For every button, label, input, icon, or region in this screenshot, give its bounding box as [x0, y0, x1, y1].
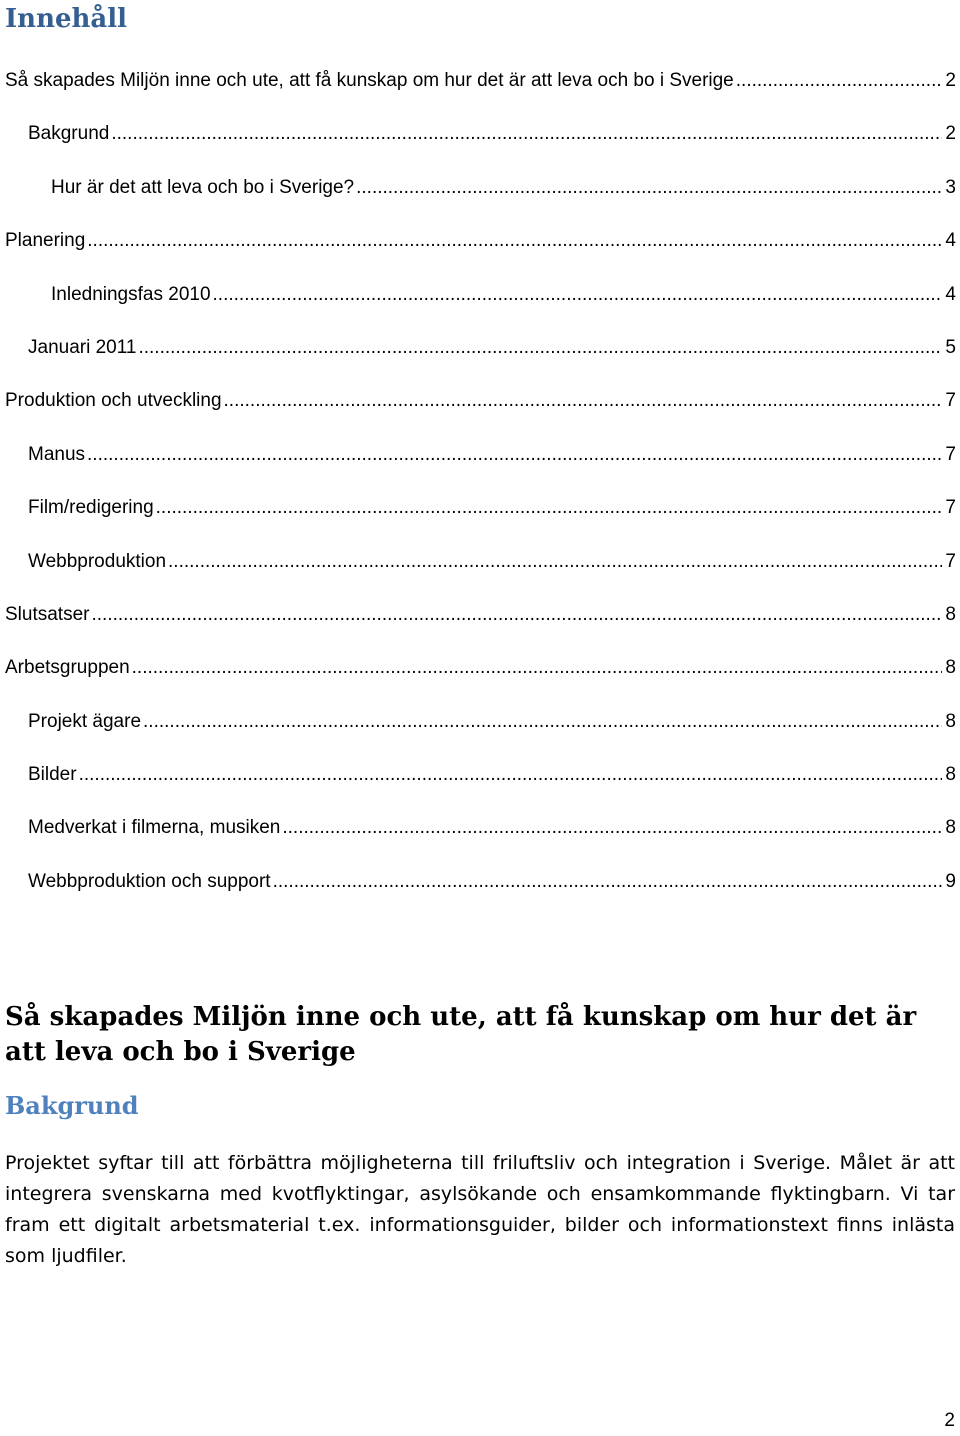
toc-dot-leader — [273, 855, 942, 908]
toc-entry-title: Webbproduktion — [28, 550, 167, 572]
toc-entry-page: 8 — [945, 603, 956, 625]
toc-heading: Innehåll — [5, 4, 128, 34]
toc-entry-page: 3 — [945, 176, 956, 198]
toc-entry-title: Produktion och utveckling — [5, 390, 222, 412]
toc-dot-leader — [224, 374, 942, 427]
toc-entry-page: 2 — [945, 123, 956, 145]
toc-entry-title: Slutsatser — [5, 603, 90, 625]
toc-dot-leader — [356, 161, 942, 214]
toc-entry-page: 7 — [945, 550, 956, 572]
subsection-title: Bakgrund — [5, 1091, 139, 1120]
toc-entry[interactable] — [0, 748, 956, 801]
page-number: 2 — [944, 1410, 955, 1431]
table-of-contents — [0, 54, 956, 908]
toc-entry-title: Så skapades Miljön inne och ute, att få kunskap om hur det är att leva och bo i Sverige — [5, 70, 734, 91]
toc-entry-page: 8 — [945, 657, 956, 679]
toc-entry[interactable] — [0, 641, 956, 694]
toc-entry-page: 2 — [945, 70, 956, 91]
toc-entry[interactable] — [0, 214, 956, 267]
toc-dot-leader — [79, 748, 942, 801]
toc-entry[interactable] — [0, 801, 956, 854]
toc-dot-leader — [736, 54, 942, 107]
toc-entry-page: 4 — [945, 283, 956, 305]
toc-dot-leader — [168, 535, 942, 588]
toc-entry-page: 8 — [945, 817, 956, 839]
toc-dot-leader — [132, 641, 942, 694]
toc-entry[interactable] — [0, 374, 956, 427]
toc-entry[interactable] — [0, 161, 956, 214]
toc-entry[interactable] — [0, 481, 956, 534]
toc-entry-title: Arbetsgruppen — [5, 657, 130, 679]
toc-entry-title: Manus — [28, 443, 86, 465]
toc-dot-leader — [87, 214, 942, 267]
toc-entry-title: Hur är det att leva och bo i Sverige? — [51, 176, 355, 198]
toc-entry-page: 9 — [945, 870, 956, 892]
toc-entry[interactable] — [0, 321, 956, 374]
toc-dot-leader — [87, 428, 942, 481]
toc-dot-leader — [91, 588, 942, 641]
toc-entry-title: Bilder — [28, 764, 77, 786]
toc-entry-title: Webbproduktion och support — [28, 870, 271, 892]
toc-dot-leader — [111, 107, 942, 160]
toc-entry-page: 8 — [945, 710, 956, 732]
toc-entry-page: 7 — [945, 390, 956, 412]
toc-entry-page: 7 — [945, 497, 956, 519]
toc-entry-title: Medverkat i filmerna, musiken — [28, 817, 281, 839]
toc-entry-page: 7 — [945, 443, 956, 465]
toc-entry-title: Inledningsfas 2010 — [51, 283, 211, 305]
toc-entry[interactable] — [0, 428, 956, 481]
toc-entry-title: Bakgrund — [28, 123, 110, 145]
toc-entry[interactable] — [0, 107, 956, 160]
toc-entry[interactable] — [0, 588, 956, 641]
toc-entry[interactable] — [0, 268, 956, 321]
toc-entry[interactable] — [0, 695, 956, 748]
toc-entry-title: Planering — [5, 230, 86, 252]
toc-entry-page: 5 — [945, 336, 956, 358]
toc-entry-title: Projekt ägare — [28, 710, 142, 732]
toc-entry-page: 8 — [945, 764, 956, 786]
toc-entry[interactable] — [0, 535, 956, 588]
toc-entry-title: Januari 2011 — [28, 336, 137, 358]
toc-dot-leader — [143, 695, 942, 748]
toc-entry-title: Film/redigering — [28, 497, 154, 519]
section-title: Så skapades Miljön inne och ute, att få kunskap om hur det är att leva och bo i Sverige — [5, 1002, 917, 1067]
toc-entry[interactable] — [0, 855, 956, 908]
body-paragraph: Projektet syftar till att förbättra möjligheterna till friluftsliv och integration i Sverige. Målet är att integrera svenskarna med kvotflyktingar, asylsökande och ensamkommande flyktingbarn. Vi tar fram ett digitalt arbetsmaterial t.ex. informationsguider, bilder och informationstext finns inlästa som ljudfiler. — [5, 1152, 955, 1267]
toc-dot-leader — [213, 268, 942, 321]
toc-dot-leader — [138, 321, 942, 374]
toc-dot-leader — [156, 481, 942, 534]
toc-entry[interactable] — [0, 54, 956, 107]
toc-entry-page: 4 — [945, 230, 956, 252]
toc-dot-leader — [282, 801, 942, 854]
